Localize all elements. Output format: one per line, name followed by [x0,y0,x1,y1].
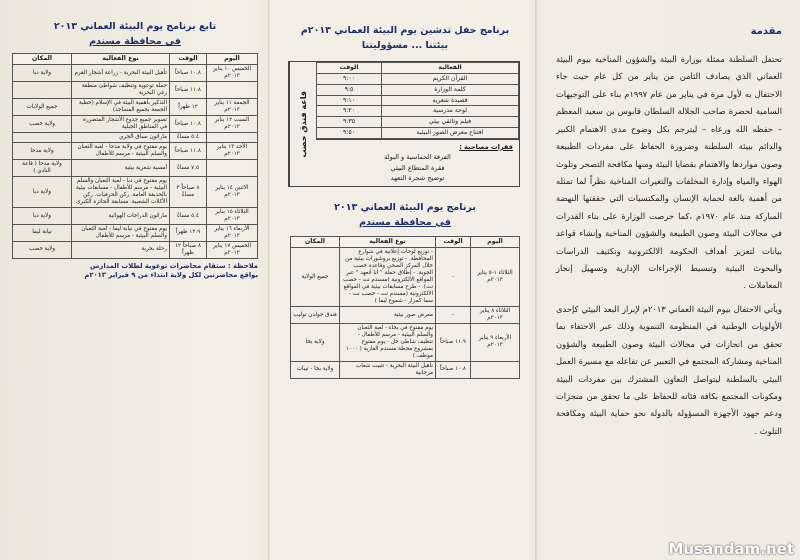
cell-day: الأربعاء ١٦ يناير ٢٠١٣م [207,225,258,242]
launch-program-box [288,61,520,186]
cell-day [471,361,520,378]
right-panel [540,0,800,560]
table-row [317,95,519,106]
prog-cell-event: افتتاح معرض الصور البيئية [382,127,519,138]
left-subtitle: في محافظة مسندم [89,35,181,47]
table-row [317,106,519,117]
cell-place: فندق جولدن توليب [291,307,340,324]
cell-activity: تأهيل البيئة البحرية - تثبيت شعاب مرجانية [340,361,436,378]
intro-paragraph-1: تحتفل السلطنة ممثلة بوزارة البيئة والشؤون المناخية بيوم البيئة العماني الذي يصادف الثامن من يناير من كل عام حيث جاء الاحتفال به لأول مرة في يناير من عام ١٩٩٧م بناء على التوجيهات السامية لحضرة صاحب الجلالة السلطان قابوس بن سعيد المعظم – حفظه الله ورعاه – ليترجم بكل وضوح مدى الاهتمام الكبير والدائم ببيئة السلطنة وضرورة الحفاظ على مفردات الطبيعة وصون مواردها والاهتمام بقضايا البيئة ومنها مكافحة التصحر وتلوث الهواء والمياه وإدارة المخلفات والتغيرات المناخية نظراً لما تمثله من أهمية بالغة لحماية الإنسان والمكتسبات التي حققتها النهضة المباركة منذ عام ١٩٧٠م ،كما حرصت الوزارة على بناء القدرات في مجالات البيئة وصون الطبيعة والشؤون المناخية وإنشاء قواعد بيانات لتعزيز أهداف الحكومة الالكترونية وتكثيف الدراسات والبحوث البيئية وتبسيط الإجراءات الإدارية وتسهيل إنجاز المعاملات . [556,54,782,291]
cell-day [207,133,258,143]
cell-time: ١٠.٨ صباحاً [170,116,207,133]
cell-time: ٥.٤ مساءً [170,133,207,143]
cell-day: الثلاثاء ١-٥ يناير ٢٠١٣م [471,248,520,307]
cell-place [13,82,72,99]
table-row [317,74,519,85]
middle-panel-title [290,24,520,53]
prog-cell-event: قصيدة شعرية [382,95,519,106]
cell-place: ولاية خصب [13,116,72,133]
cell-place: ولاية دبا [13,208,72,225]
table-row [13,65,258,82]
fold-line-right [535,0,539,560]
cell-activity: يوم مفتوح في بخاء - لعبة الثعبان والسلم البيئية - مرسم للأطفال - تنظيف شاطئ خل - يوم مفتوح بمشروع محطة مسندم الغازية ( ١٠٠٠ موظف ) [340,324,436,362]
table-row [13,208,258,225]
highlight-item: توضيح شجرة التعهد [390,174,445,183]
table-row [13,99,258,116]
cell-time: ٥.٤ مساءً [170,208,207,225]
middle-schedule-table [290,236,520,379]
prog-cell-time: ٩:٥ [317,84,382,95]
left-title: تابع برنامج يوم البيئة العماني ٢٠١٣ [53,21,217,32]
table-row [13,160,258,177]
cell-day: السبت ١٢ يناير ٢٠١٣م [207,116,258,133]
cell-day: الأحد ١٣ يناير ٢٠١٣م [207,143,258,160]
cell-day: الخميس ١٠ يناير ٢٠١٣م [207,65,258,82]
cell-place: جميع الولايات [13,99,72,116]
cell-day: الثلاثاء ٨ يناير ٢٠١٣م [471,307,520,324]
cell-activity: أمسية شعرية بيئية [72,160,170,177]
table-row [13,116,258,133]
cell-day: الجمعة ١١ يناير ٢٠١٣م [207,99,258,116]
table-row [13,143,258,160]
cell-place: ولاية دبا [13,177,72,208]
cell-activity: ماراثون الدراجات الهوائية [72,208,170,225]
cell-place: ولاية مدحا [13,143,72,160]
header-day: اليوم [207,54,258,65]
middle-table-subtitle: في محافظة مسندم [359,216,451,228]
prog-cell-event: فيلم وثائقي بيئي [382,117,519,128]
cell-activity: رحلة بحرية [72,241,170,258]
header-place: المكان [13,54,72,65]
cell-time: ١٢.٩ ظهراً [170,225,207,242]
cell-day: الخميس ١٧ يناير ٢٠١٣م [207,241,258,258]
middle-panel [272,0,534,560]
table-row [291,361,520,378]
table-row [13,241,258,258]
highlight-item: فقرة المتطاع البيئي [390,163,445,172]
cell-place: جميع الولاية [291,248,340,307]
table-row [13,177,258,208]
left-panel-title [12,20,258,49]
header-activity: نوع الفعالية [72,54,170,65]
table-row [317,127,519,138]
cell-activity: تصوير جميع جذوع الأشجار المتضررة في المناطق الجبلية [72,116,170,133]
cell-place: ولاية بخا [291,324,340,362]
cell-activity: ماراثون سباق الجري [72,133,170,143]
cell-time: - [436,248,471,307]
cell-time: ١٠.٨ صباحاً [170,65,207,82]
cell-place: نيابة ليما [13,225,72,242]
prog-cell-time: ٩:٥٠ [317,127,382,138]
table-row [291,248,520,307]
left-note [12,262,258,281]
cell-activity: حملة توعوية وتنظيف شواطئ منطقة زغي البحرية [72,82,170,99]
header-place: المكان [291,237,340,248]
prog-cell-time: ٩:٢٠ [317,106,382,117]
cell-day [207,82,258,99]
cell-activity: تأهيل البيئة البحرية - زراعة أشجار القرم [72,65,170,82]
table-header-row [13,54,258,65]
fold-line-left [268,0,271,560]
note-line-1: ملاحظة : ستقام محاضرات توعوية لطلاب المدارس [90,261,258,270]
prog-cell-time: ٩:٠٠ [317,74,382,85]
cell-time: ١١.٨ صباحاً [170,82,207,99]
highlights-title: فقرات مصاحبة : [459,142,513,151]
cell-time: ١٢ ظهراً [170,99,207,116]
prog-cell-event: لوحة مدرسية [382,106,519,117]
venue-label: قاعة فندق خصب [298,90,308,158]
cell-time: ٨ صباحاً ١٢ ظهراً [170,241,207,258]
launch-program-table [316,62,519,138]
cell-day: الثلاثاء ١٥ يناير ٢٠١٣م [207,208,258,225]
cell-place: ولاية بخا - تيبات [291,361,340,378]
table-row [291,307,520,324]
cell-activity: التذكير بأهمية البيئة في الإسلام (خطبة الجمعة بجميع المساجد) [72,99,170,116]
prog-header-event: الفعالية [382,63,519,74]
cell-activity: يوم مفتوح في نيابة ليما - لعبة الثعبان والسلم البيئية - مرسم للأطفال [72,225,170,242]
cell-place [13,133,72,143]
prog-cell-event: كلمة الوزارة [382,84,519,95]
cell-place: ولاية مدحا ( قاعة النادي ) [13,160,72,177]
left-schedule-table [12,53,258,259]
table-row [291,324,520,362]
left-panel [0,0,268,560]
cell-day [207,160,258,177]
prog-cell-time: ٩:٣٥ [317,117,382,128]
header-time: الوقت [436,237,471,248]
intro-title: مقدمة [750,26,782,37]
cell-time: ٧.٥ مساءً [170,160,207,177]
prog-header-time: الوقت [317,63,382,74]
middle-table-title-block [290,201,520,230]
cell-place: ولاية خصب [13,241,72,258]
middle-title: برنامج حفل تدشين يوم البيئة العماني ٢٠١٣م [300,25,510,36]
intro-paragraph-2: ويأتي الاحتفال بيوم البيئة العماني ٢٠١٣م لإبراز البعد البيئي كإحدى الأولويات الوطنية في المنظومة التنموية وذلك عبر الاحتفاء بما تحقق من انجازات في مجالات البيئة وصون الطبيعة والشؤون المناخية ومشاركة المجتمع في التعبير عن تفاعله مع مسيرة العمل البيئي بالسلطنة ليتواصل التعاون المشترك بين مفردات البيئة ومكونات المجتمع بكافة فئاته للحفاظ على ما تحقق من منجزات ودعم جهود الأجهزة المسؤولة بالدولة نحو حماية البيئة ومكافحة التلوث . [556,303,782,436]
highlight-item: الفرقة الحماسية و البولة [384,153,451,162]
accompanying-items [316,139,519,186]
cell-activity: يوم مفتوح في دبا - لعبة الثعبان والسلم البيئية - مرسم للأطفال - مسابقات بيئية بالحديقة العامة. ركن الحرفيات. ركن الأكلات الشعبية. مسابقة الجائزة الكبرى [72,177,170,208]
cell-activity: معرض صور بيئية [340,307,436,324]
cell-activity: - توزيع لوحات إعلانية في شوارع المحافظة. - توزيع بروشورات بيئية من خلال المركز الصحي وقاعدة خصب الجوية. - إطلاق حملة " أنا أتعهد " عبر المواقع الالكترونية (مسندم نت - خصب نت). - طرح مسابقات بيئية في المواقع الالكترونية (مسندم نت - خصب نت - سما كمزار - شموع ليما ) [340,248,436,307]
site-watermark: Musandam.net [668,540,794,558]
note-line-2: بواقع محاضرتين لكل ولاية ابتداء من ٩ فبراير ٢٠١٣م [84,271,258,280]
cell-time: ١٠.٨ صباحاً [436,361,471,378]
middle-subtitle: بيئتنا ... مسؤوليتنا [361,39,449,51]
table-row [13,82,258,99]
cell-time: - [436,307,471,324]
venue-cell [289,62,316,185]
table-row [13,133,258,143]
table-row [317,117,519,128]
prog-cell-event: القرآن الكريم [382,74,519,85]
cell-day: الاثنين ١٤ يناير ٢٠١٣م [207,177,258,208]
table-row [317,84,519,95]
prog-cell-time: ٩:١٠ [317,95,382,106]
cell-time: ١١.٩ صباحاً [436,324,471,362]
header-activity: نوع الفعالية [340,237,436,248]
cell-day: الأربعاء ٩ يناير ٢٠١٣م [471,324,520,362]
header-day: اليوم [471,237,520,248]
table-row [13,225,258,242]
cell-activity: يوم مفتوح في ولاية مدحا - لعبة الثعبان والسلم البيئية - مرسم للأطفال [72,143,170,160]
cell-time: ٨ صباحاً ٣ مساءً [170,177,207,208]
cell-place: ولاية دبا [13,65,72,82]
middle-table-title: برنامج يوم البيئة العماني ٢٠١٣ [334,201,476,213]
cell-time: ١١.٨ صباحاً [170,143,207,160]
header-time: الوقت [170,54,207,65]
